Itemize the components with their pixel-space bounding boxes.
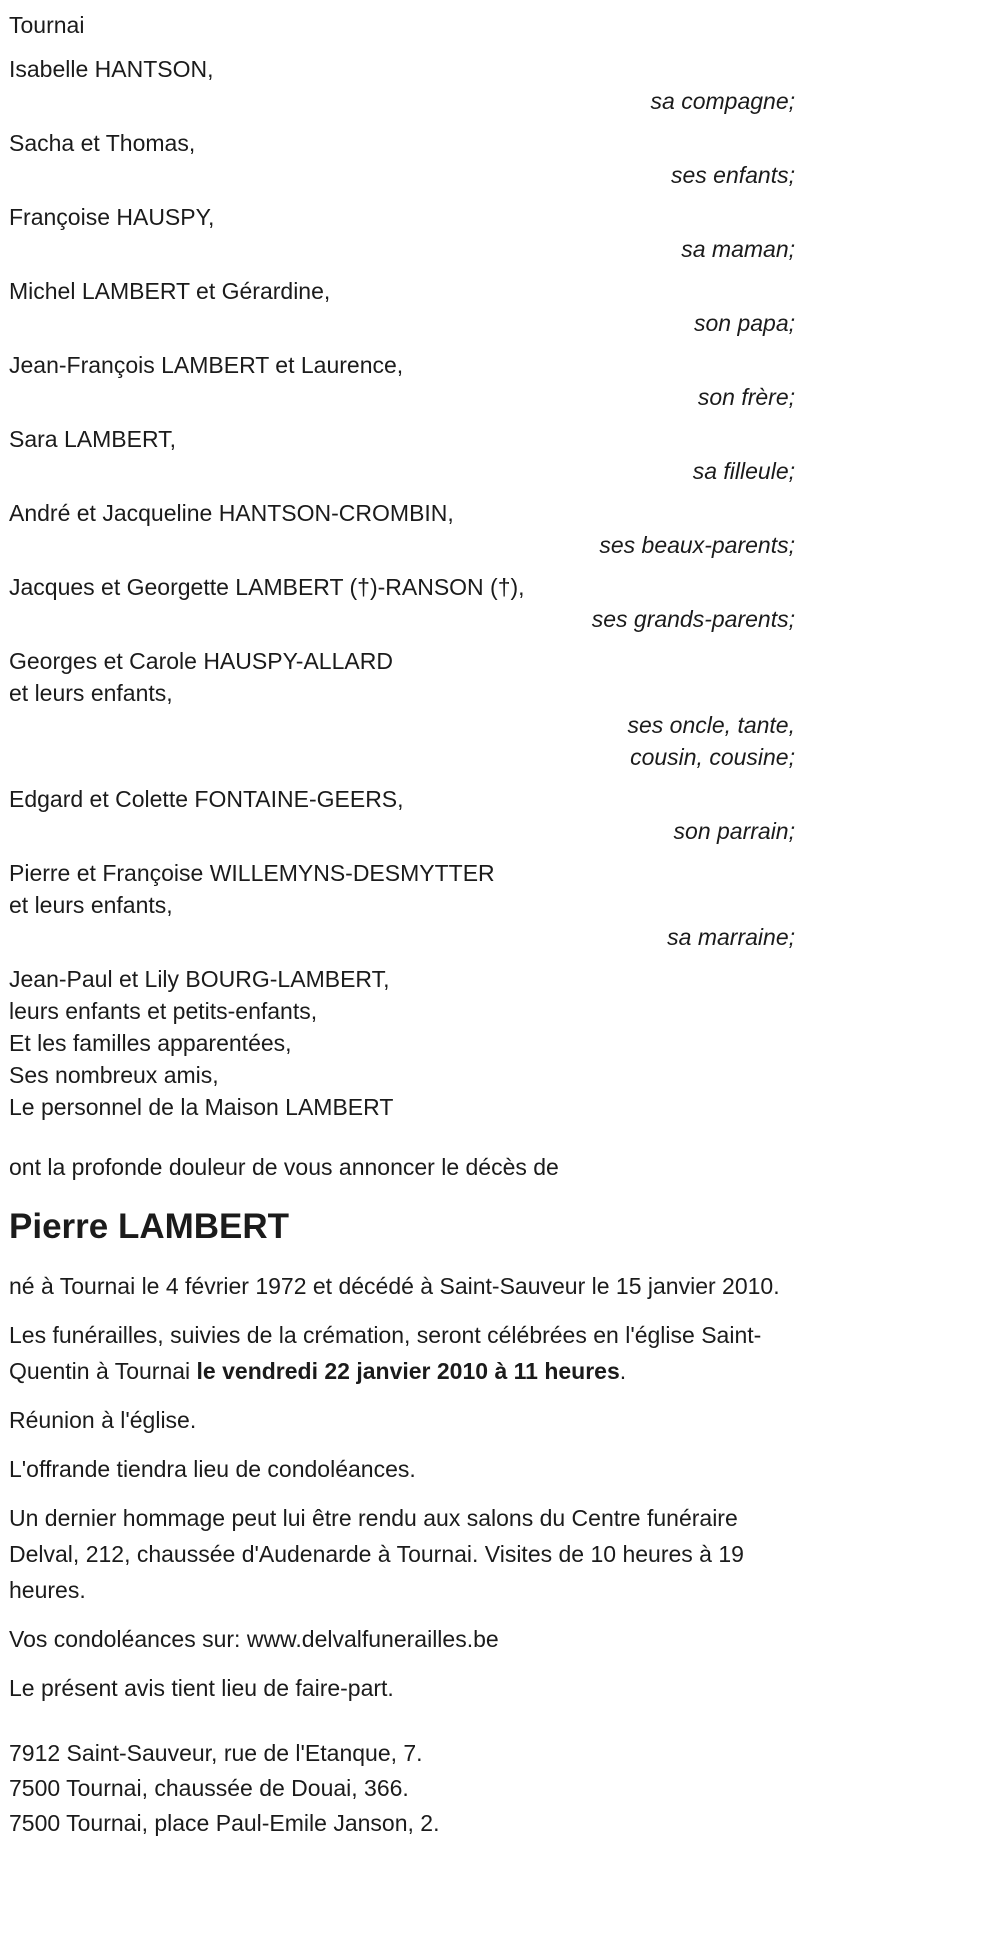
detail-paragraph (9, 1621, 795, 1657)
family-entry (9, 201, 795, 265)
family-name-line: Georges et Carole HAUSPY-ALLARD (9, 648, 393, 674)
city-line: Tournai (9, 12, 85, 38)
address-line: 7500 Tournai, chaussée de Douai, 366. (9, 1775, 409, 1801)
detail-paragraph (9, 1317, 795, 1389)
detail-text: Les funérailles, suivies de la crémation, seront célébrées en l'église Saint-Quentin à Tournai (9, 1322, 762, 1384)
family-relation-line: sa compagne; (650, 88, 795, 114)
family-name-line: Jean-François LAMBERT et Laurence, (9, 352, 404, 378)
detail-paragraph (9, 1402, 795, 1438)
family-entry (9, 963, 795, 1123)
family-entry (9, 571, 795, 635)
family-name-line: Sara LAMBERT, (9, 426, 177, 452)
condolences-link[interactable]: www.delvalfunerailles.be (246, 1626, 499, 1652)
family-name-line: Edgard et Colette FONTAINE-GEERS, (9, 786, 404, 812)
family-entry (9, 275, 795, 339)
announcement-intro: ont la profonde douleur de vous annoncer le décès de (9, 1154, 559, 1180)
funeral-details (9, 1268, 795, 1706)
family-relation-line: sa maman; (681, 236, 795, 262)
family-relation-line: cousin, cousine; (630, 744, 795, 770)
detail-text: Réunion à l'église. (9, 1407, 197, 1433)
family-relation-line: sa filleule; (692, 458, 795, 484)
family-name-line: Isabelle HANTSON, (9, 56, 214, 82)
detail-paragraph (9, 1670, 795, 1706)
family-name-line: Et les familles apparentées, (9, 1030, 292, 1056)
family-relation-line: ses enfants; (670, 162, 795, 188)
address-list (9, 1736, 795, 1841)
family-name-line: Le personnel de la Maison LAMBERT (9, 1094, 394, 1120)
detail-text: Vos condoléances sur: (9, 1626, 247, 1652)
family-relation-line: son parrain; (673, 818, 795, 844)
family-name-line: leurs enfants et petits-enfants, (9, 998, 318, 1024)
detail-paragraph (9, 1500, 795, 1608)
detail-paragraph (9, 1451, 795, 1487)
family-entry (9, 127, 795, 191)
family-relation-line: ses oncle, tante, (627, 712, 795, 738)
family-relation-line: ses grands-parents; (591, 606, 795, 632)
family-entry (9, 349, 795, 413)
family-entry (9, 783, 795, 847)
family-relation-line: son papa; (693, 310, 795, 336)
family-entry (9, 53, 795, 117)
family-entry (9, 497, 795, 561)
address-line: 7912 Saint-Sauveur, rue de l'Etanque, 7. (9, 1740, 423, 1766)
family-list (9, 53, 795, 1123)
family-entry (9, 645, 795, 773)
detail-text: Un dernier hommage peut lui être rendu aux salons du Centre funéraire Delval, 212, chaussée d'Audenarde à Tournai. Visites de 10 heures à 19 heures. (9, 1505, 744, 1603)
address-line: 7500 Tournai, place Paul-Emile Janson, 2. (9, 1810, 440, 1836)
family-name-line: Jacques et Georgette LAMBERT (†)-RANSON (†), (9, 574, 525, 600)
family-name-line: et leurs enfants, (9, 892, 173, 918)
family-name-line: et leurs enfants, (9, 680, 173, 706)
detail-text: L'offrande tiendra lieu de condoléances. (9, 1456, 416, 1482)
family-name-line: André et Jacqueline HANTSON-CROMBIN, (9, 500, 454, 526)
family-name-line: Sacha et Thomas, (9, 130, 196, 156)
family-name-line: Michel LAMBERT et Gérardine, (9, 278, 331, 304)
family-name-line: Pierre et Françoise WILLEMYNS-DESMYTTER (9, 860, 495, 886)
detail-text: né à Tournai le 4 février 1972 et décédé à Saint-Sauveur le 15 janvier 2010. (9, 1273, 780, 1299)
family-name-line: Ses nombreux amis, (9, 1062, 219, 1088)
ceremony-datetime: le vendredi 22 janvier 2010 à 11 heures (196, 1358, 620, 1384)
detail-text: Le présent avis tient lieu de faire-part. (9, 1675, 394, 1701)
detail-paragraph (9, 1268, 795, 1304)
family-relation-line: son frère; (697, 384, 795, 410)
family-entry (9, 857, 795, 953)
family-name-line: Jean-Paul et Lily BOURG-LAMBERT, (9, 966, 390, 992)
family-name-line: Françoise HAUSPY, (9, 204, 215, 230)
family-entry (9, 423, 795, 487)
family-relation-line: ses beaux-parents; (599, 532, 795, 558)
deceased-name: Pierre LAMBERT (9, 1207, 290, 1246)
detail-text: . (619, 1358, 627, 1384)
family-relation-line: sa marraine; (667, 924, 795, 950)
